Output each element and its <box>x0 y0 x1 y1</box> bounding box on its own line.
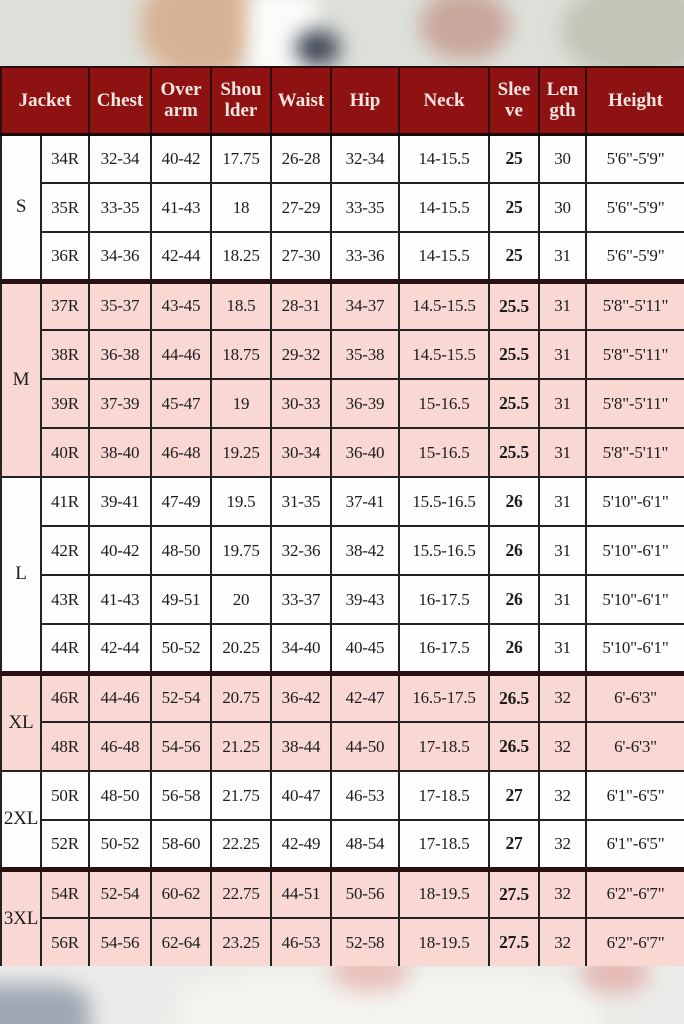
cell-43r-shoulder: 20 <box>211 575 271 624</box>
cell-43r-length: 31 <box>539 575 586 624</box>
cell-46r-sleeve: 26.5 <box>489 673 539 722</box>
cell-54r-overarm: 60-62 <box>151 869 211 918</box>
cell-50r-neck: 17-18.5 <box>399 771 489 820</box>
cell-39r-height: 5'8"-5'11" <box>586 379 684 428</box>
cell-46r-length: 32 <box>539 673 586 722</box>
cell-40r-neck: 15-16.5 <box>399 428 489 477</box>
table-row-40r <box>1 428 684 477</box>
cell-48r-jacket-size: 48R <box>41 722 89 771</box>
cell-34r-jacket-size: 34R <box>41 134 89 183</box>
size-group-label-2xl: 2XL <box>1 771 41 869</box>
table-row-54r <box>1 869 684 918</box>
cell-46r-height: 6'-6'3" <box>586 673 684 722</box>
cell-52r-overarm: 58-60 <box>151 820 211 869</box>
cell-44r-shoulder: 20.25 <box>211 624 271 673</box>
cell-42r-shoulder: 19.75 <box>211 526 271 575</box>
cell-48r-height: 6'-6'3" <box>586 722 684 771</box>
table-row-39r <box>1 379 684 428</box>
cell-37r-overarm: 43-45 <box>151 281 211 330</box>
cell-38r-waist: 29-32 <box>271 330 331 379</box>
cell-36r-sleeve: 25 <box>489 232 539 281</box>
cell-39r-neck: 15-16.5 <box>399 379 489 428</box>
header-cell-jacket: Jacket <box>1 67 89 134</box>
cell-52r-length: 32 <box>539 820 586 869</box>
cell-44r-length: 31 <box>539 624 586 673</box>
cell-52r-jacket-size: 52R <box>41 820 89 869</box>
cell-39r-sleeve: 25.5 <box>489 379 539 428</box>
cell-37r-sleeve: 25.5 <box>489 281 539 330</box>
cell-48r-overarm: 54-56 <box>151 722 211 771</box>
cell-34r-chest: 32-34 <box>89 134 151 183</box>
cell-40r-height: 5'8"-5'11" <box>586 428 684 477</box>
cell-41r-height: 5'10"-6'1" <box>586 477 684 526</box>
cell-52r-height: 6'1"-6'5" <box>586 820 684 869</box>
cell-37r-waist: 28-31 <box>271 281 331 330</box>
table-row-37r <box>1 281 684 330</box>
table-row-43r <box>1 575 684 624</box>
table-header-row <box>1 67 684 134</box>
cell-37r-jacket-size: 37R <box>41 281 89 330</box>
cell-54r-waist: 44-51 <box>271 869 331 918</box>
cell-44r-neck: 16-17.5 <box>399 624 489 673</box>
cell-46r-chest: 44-46 <box>89 673 151 722</box>
cell-46r-shoulder: 20.75 <box>211 673 271 722</box>
cell-56r-length: 32 <box>539 918 586 967</box>
cell-34r-hip: 32-34 <box>331 134 399 183</box>
cell-37r-hip: 34-37 <box>331 281 399 330</box>
cell-56r-sleeve: 27.5 <box>489 918 539 967</box>
cell-42r-height: 5'10"-6'1" <box>586 526 684 575</box>
cell-42r-chest: 40-42 <box>89 526 151 575</box>
cell-41r-sleeve: 26 <box>489 477 539 526</box>
cell-41r-waist: 31-35 <box>271 477 331 526</box>
size-group-label-3xl: 3XL <box>1 869 41 967</box>
cell-54r-jacket-size: 54R <box>41 869 89 918</box>
cell-54r-neck: 18-19.5 <box>399 869 489 918</box>
cell-35r-shoulder: 18 <box>211 183 271 232</box>
background-photo-top <box>0 0 684 66</box>
cell-41r-hip: 37-41 <box>331 477 399 526</box>
cell-35r-sleeve: 25 <box>489 183 539 232</box>
cell-52r-neck: 17-18.5 <box>399 820 489 869</box>
cell-41r-chest: 39-41 <box>89 477 151 526</box>
header-cell-height: Height <box>586 67 684 134</box>
cell-39r-overarm: 45-47 <box>151 379 211 428</box>
cell-39r-length: 31 <box>539 379 586 428</box>
table-row-46r <box>1 673 684 722</box>
cell-56r-height: 6'2"-6'7" <box>586 918 684 967</box>
photo-collar-blur <box>295 30 340 66</box>
cell-36r-neck: 14-15.5 <box>399 232 489 281</box>
cell-44r-chest: 42-44 <box>89 624 151 673</box>
cell-44r-height: 5'10"-6'1" <box>586 624 684 673</box>
cell-41r-jacket-size: 41R <box>41 477 89 526</box>
table-row-48r <box>1 722 684 771</box>
cell-35r-overarm: 41-43 <box>151 183 211 232</box>
cell-52r-shoulder: 22.25 <box>211 820 271 869</box>
cell-41r-overarm: 47-49 <box>151 477 211 526</box>
cell-38r-height: 5'8"-5'11" <box>586 330 684 379</box>
cell-38r-shoulder: 18.75 <box>211 330 271 379</box>
cell-39r-chest: 37-39 <box>89 379 151 428</box>
cell-39r-shoulder: 19 <box>211 379 271 428</box>
cell-40r-chest: 38-40 <box>89 428 151 477</box>
cell-36r-height: 5'6"-5'9" <box>586 232 684 281</box>
photo-corner-blur <box>0 984 90 1024</box>
size-group-label-s: S <box>1 134 41 281</box>
cell-41r-length: 31 <box>539 477 586 526</box>
cell-34r-length: 30 <box>539 134 586 183</box>
header-cell-shoulder: Shou lder <box>211 67 271 134</box>
cell-35r-chest: 33-35 <box>89 183 151 232</box>
cell-44r-waist: 34-40 <box>271 624 331 673</box>
cell-50r-overarm: 56-58 <box>151 771 211 820</box>
cell-54r-height: 6'2"-6'7" <box>586 869 684 918</box>
table-row-36r <box>1 232 684 281</box>
cell-34r-overarm: 40-42 <box>151 134 211 183</box>
cell-56r-overarm: 62-64 <box>151 918 211 967</box>
cell-40r-shoulder: 19.25 <box>211 428 271 477</box>
cell-39r-jacket-size: 39R <box>41 379 89 428</box>
cell-35r-jacket-size: 35R <box>41 183 89 232</box>
cell-36r-shoulder: 18.25 <box>211 232 271 281</box>
cell-38r-neck: 14.5-15.5 <box>399 330 489 379</box>
cell-40r-sleeve: 25.5 <box>489 428 539 477</box>
cell-50r-hip: 46-53 <box>331 771 399 820</box>
cell-48r-shoulder: 21.25 <box>211 722 271 771</box>
cell-54r-shoulder: 22.75 <box>211 869 271 918</box>
header-cell-neck: Neck <box>399 67 489 134</box>
cell-38r-length: 31 <box>539 330 586 379</box>
cell-54r-chest: 52-54 <box>89 869 151 918</box>
cell-43r-jacket-size: 43R <box>41 575 89 624</box>
cell-34r-shoulder: 17.75 <box>211 134 271 183</box>
cell-50r-sleeve: 27 <box>489 771 539 820</box>
size-chart-table <box>0 66 684 968</box>
table-row-41r <box>1 477 684 526</box>
cell-36r-length: 31 <box>539 232 586 281</box>
cell-38r-chest: 36-38 <box>89 330 151 379</box>
cell-46r-overarm: 52-54 <box>151 673 211 722</box>
cell-40r-length: 31 <box>539 428 586 477</box>
cell-42r-length: 31 <box>539 526 586 575</box>
cell-36r-chest: 34-36 <box>89 232 151 281</box>
cell-50r-height: 6'1"-6'5" <box>586 771 684 820</box>
cell-34r-height: 5'6"-5'9" <box>586 134 684 183</box>
photo-beard-blur <box>140 0 260 66</box>
header-cell-hip: Hip <box>331 67 399 134</box>
cell-34r-waist: 26-28 <box>271 134 331 183</box>
cell-37r-length: 31 <box>539 281 586 330</box>
table-row-52r <box>1 820 684 869</box>
table-row-35r <box>1 183 684 232</box>
cell-44r-hip: 40-45 <box>331 624 399 673</box>
cell-44r-sleeve: 26 <box>489 624 539 673</box>
cell-38r-sleeve: 25.5 <box>489 330 539 379</box>
cell-48r-hip: 44-50 <box>331 722 399 771</box>
header-cell-sleeve: Slee ve <box>489 67 539 134</box>
cell-39r-hip: 36-39 <box>331 379 399 428</box>
cell-50r-length: 32 <box>539 771 586 820</box>
size-group-label-l: L <box>1 477 41 673</box>
cell-48r-waist: 38-44 <box>271 722 331 771</box>
cell-43r-hip: 39-43 <box>331 575 399 624</box>
cell-50r-chest: 48-50 <box>89 771 151 820</box>
table-row-56r <box>1 918 684 967</box>
cell-43r-sleeve: 26 <box>489 575 539 624</box>
cell-42r-waist: 32-36 <box>271 526 331 575</box>
cell-52r-sleeve: 27 <box>489 820 539 869</box>
cell-50r-shoulder: 21.75 <box>211 771 271 820</box>
background-photo-bottom <box>0 966 684 1024</box>
cell-46r-hip: 42-47 <box>331 673 399 722</box>
size-group-label-m: M <box>1 281 41 477</box>
cell-50r-jacket-size: 50R <box>41 771 89 820</box>
cell-38r-hip: 35-38 <box>331 330 399 379</box>
table-row-34r <box>1 134 684 183</box>
cell-56r-neck: 18-19.5 <box>399 918 489 967</box>
table-row-42r <box>1 526 684 575</box>
cell-38r-jacket-size: 38R <box>41 330 89 379</box>
cell-56r-waist: 46-53 <box>271 918 331 967</box>
cell-35r-waist: 27-29 <box>271 183 331 232</box>
header-cell-length: Len gth <box>539 67 586 134</box>
cell-34r-neck: 14-15.5 <box>399 134 489 183</box>
cell-37r-chest: 35-37 <box>89 281 151 330</box>
cell-41r-shoulder: 19.5 <box>211 477 271 526</box>
cell-36r-waist: 27-30 <box>271 232 331 281</box>
cell-56r-shoulder: 23.25 <box>211 918 271 967</box>
header-cell-overarm: Over arm <box>151 67 211 134</box>
photo-foliage-blur <box>560 0 684 66</box>
cell-39r-waist: 30-33 <box>271 379 331 428</box>
cell-46r-waist: 36-42 <box>271 673 331 722</box>
cell-42r-sleeve: 26 <box>489 526 539 575</box>
cell-42r-hip: 38-42 <box>331 526 399 575</box>
cell-52r-hip: 48-54 <box>331 820 399 869</box>
size-group-label-xl: XL <box>1 673 41 771</box>
cell-43r-waist: 33-37 <box>271 575 331 624</box>
cell-36r-overarm: 42-44 <box>151 232 211 281</box>
table-row-38r <box>1 330 684 379</box>
header-cell-waist: Waist <box>271 67 331 134</box>
cell-36r-hip: 33-36 <box>331 232 399 281</box>
header-cell-chest: Chest <box>89 67 151 134</box>
cell-35r-neck: 14-15.5 <box>399 183 489 232</box>
cell-54r-hip: 50-56 <box>331 869 399 918</box>
cell-48r-length: 32 <box>539 722 586 771</box>
cell-37r-neck: 14.5-15.5 <box>399 281 489 330</box>
table-row-50r <box>1 771 684 820</box>
cell-50r-waist: 40-47 <box>271 771 331 820</box>
photo-flowers-blur <box>420 0 510 60</box>
cell-46r-neck: 16.5-17.5 <box>399 673 489 722</box>
cell-56r-chest: 54-56 <box>89 918 151 967</box>
cell-40r-overarm: 46-48 <box>151 428 211 477</box>
table-row-44r <box>1 624 684 673</box>
cell-40r-hip: 36-40 <box>331 428 399 477</box>
cell-56r-hip: 52-58 <box>331 918 399 967</box>
cell-42r-overarm: 48-50 <box>151 526 211 575</box>
cell-35r-height: 5'6"-5'9" <box>586 183 684 232</box>
cell-54r-sleeve: 27.5 <box>489 869 539 918</box>
cell-43r-height: 5'10"-6'1" <box>586 575 684 624</box>
cell-52r-waist: 42-49 <box>271 820 331 869</box>
cell-48r-neck: 17-18.5 <box>399 722 489 771</box>
cell-35r-hip: 33-35 <box>331 183 399 232</box>
cell-37r-shoulder: 18.5 <box>211 281 271 330</box>
cell-37r-height: 5'8"-5'11" <box>586 281 684 330</box>
cell-43r-overarm: 49-51 <box>151 575 211 624</box>
cell-36r-jacket-size: 36R <box>41 232 89 281</box>
cell-48r-chest: 46-48 <box>89 722 151 771</box>
cell-43r-neck: 16-17.5 <box>399 575 489 624</box>
cell-52r-chest: 50-52 <box>89 820 151 869</box>
cell-35r-length: 30 <box>539 183 586 232</box>
cell-40r-jacket-size: 40R <box>41 428 89 477</box>
cell-54r-length: 32 <box>539 869 586 918</box>
cell-48r-sleeve: 26.5 <box>489 722 539 771</box>
cell-41r-neck: 15.5-16.5 <box>399 477 489 526</box>
cell-56r-jacket-size: 56R <box>41 918 89 967</box>
cell-43r-chest: 41-43 <box>89 575 151 624</box>
cell-40r-waist: 30-34 <box>271 428 331 477</box>
cell-42r-neck: 15.5-16.5 <box>399 526 489 575</box>
cell-44r-overarm: 50-52 <box>151 624 211 673</box>
cell-42r-jacket-size: 42R <box>41 526 89 575</box>
cell-38r-overarm: 44-46 <box>151 330 211 379</box>
cell-44r-jacket-size: 44R <box>41 624 89 673</box>
cell-34r-sleeve: 25 <box>489 134 539 183</box>
cell-46r-jacket-size: 46R <box>41 673 89 722</box>
